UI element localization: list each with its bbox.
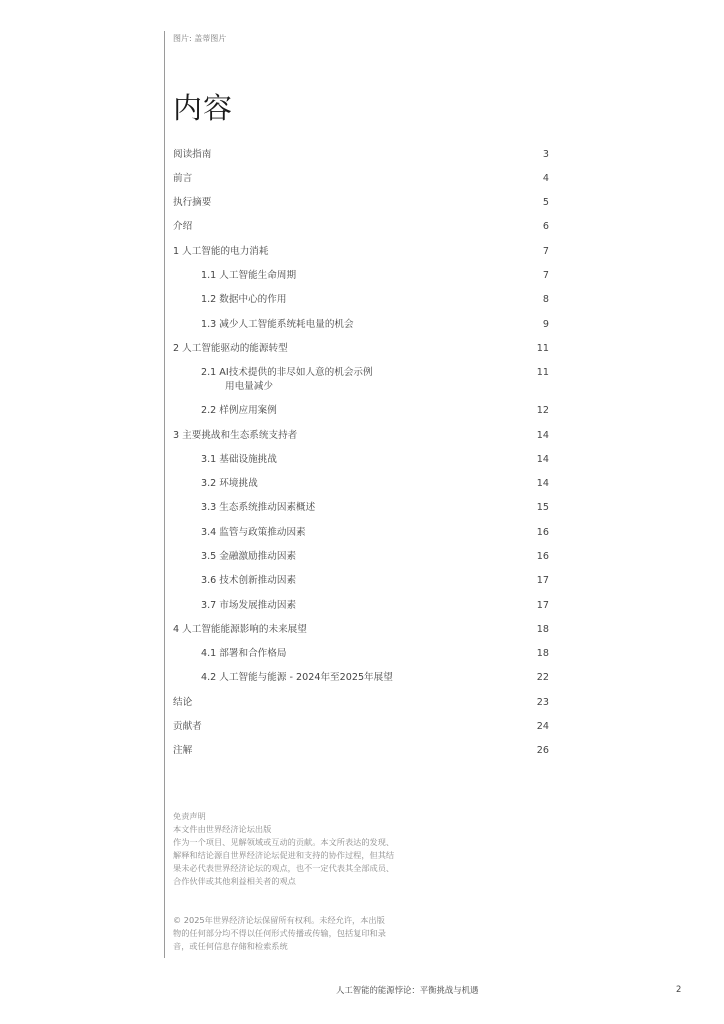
- margin-rule: [164, 31, 165, 958]
- toc-entry-page: 15: [536, 502, 549, 513]
- disclaimer-line: 本文件由世界经济论坛出版: [173, 824, 272, 834]
- toc-entry-page: 3: [542, 149, 549, 160]
- toc-entry-label: 3.7 市场发展推动因素: [201, 600, 297, 611]
- copyright-line: 物的任何部分均不得以任何形式传播或传输，包括复印和录: [173, 928, 386, 938]
- toc-entry-page: 17: [536, 575, 549, 586]
- toc-entry-page: 14: [536, 430, 549, 441]
- toc-entry-label: 4 人工智能能源影响的未来展望: [173, 624, 307, 635]
- toc-entry-label: 3.6 技术创新推动因素: [201, 575, 297, 586]
- toc-entry-page: 22: [536, 672, 549, 683]
- toc-entry-label: 结论: [173, 697, 193, 708]
- toc-entry-label: 执行摘要: [173, 197, 212, 208]
- toc-entry-page: 14: [536, 478, 549, 489]
- disclaimer-line: 果未必代表世界经济论坛的观点，也不一定代表其全部成员、: [173, 863, 395, 873]
- toc-entry-label: 3.3 生态系统推动因素概述: [201, 502, 316, 513]
- toc-entry-page: 14: [536, 454, 549, 465]
- copyright-line: © 2025年世界经济论坛保留所有权利。未经允许，本出版: [173, 915, 385, 925]
- toc-entry-page: 11: [536, 343, 549, 354]
- toc-entry-label: 阅读指南: [173, 149, 212, 160]
- page-title: 内容: [173, 91, 234, 125]
- toc-entry-label: 前言: [173, 173, 193, 184]
- toc-entry-label: 1.3 减少人工智能系统耗电量的机会: [201, 319, 354, 330]
- footer-title: 人工智能的能源悖论：平衡挑战与机遇: [336, 985, 479, 995]
- toc-entry-label: 3.5 金融激励推动因素: [201, 551, 297, 562]
- toc-entry-label: 4.2 人工智能与能源 - 2024年至2025年展望: [201, 672, 393, 683]
- disclaimer: [173, 810, 433, 888]
- disclaimer-line: 解释和结论源自世界经济论坛促进和支持的协作过程，但其结: [173, 850, 395, 860]
- toc-entry-page: 18: [536, 624, 549, 635]
- toc-entry-page: 7: [542, 246, 549, 257]
- toc-entry-label: 1 人工智能的电力消耗: [173, 246, 269, 257]
- toc-entry-label: 3.1 基础设施挑战: [201, 454, 277, 465]
- toc-entry-page: 17: [536, 600, 549, 611]
- toc-entry-page: 16: [536, 551, 549, 562]
- toc-entry-page: 18: [536, 648, 549, 659]
- toc-entry-page: 5: [542, 197, 549, 208]
- toc-entry-page: 4: [542, 173, 549, 184]
- toc-entry-label: 3.2 环境挑战: [201, 478, 258, 489]
- toc-entry-label: 3 主要挑战和生态系统支持者: [173, 430, 298, 441]
- image-credit: 图片: 盖蒂图片: [173, 34, 227, 43]
- toc-entry-label: 介绍: [173, 221, 193, 232]
- toc-entry-label-continued: 用电量减少: [225, 381, 273, 392]
- toc-entry-label: 1.1 人工智能生命周期: [201, 270, 297, 281]
- toc-entry-label: 3.4 监管与政策推动因素: [201, 527, 306, 538]
- toc-entry-page: 7: [542, 270, 549, 281]
- copyright-line: 音，或任何信息存储和检索系统: [173, 941, 288, 951]
- copyright-notice: [173, 914, 433, 953]
- toc-entry-page: 8: [542, 294, 549, 305]
- disclaimer-line: 合作伙伴或其他利益相关者的观点: [173, 876, 296, 886]
- toc-entry-label: 1.2 数据中心的作用: [201, 294, 287, 305]
- disclaimer-heading: 免责声明: [173, 811, 206, 821]
- footer-page-number: 2: [676, 984, 682, 994]
- toc-entry-page: 11: [536, 367, 549, 378]
- toc-entry-page: 6: [542, 221, 549, 232]
- toc-entry-label: 注解: [173, 745, 193, 756]
- toc-entry-label: 2.2 样例应用案例: [201, 405, 277, 416]
- toc-entry-page: 9: [542, 319, 549, 330]
- disclaimer-line: 作为一个项目、见解领域或互动的贡献。本文所表达的发现、: [173, 837, 395, 847]
- toc-entry-label: 2 人工智能驱动的能源转型: [173, 343, 288, 354]
- toc-entry-page: 12: [536, 405, 549, 416]
- toc-entry-page: 24: [536, 721, 549, 732]
- toc-entry-label: 2.1 AI技术提供的非尽如人意的机会示例: [201, 367, 373, 378]
- toc-entry-label: 贡献者: [173, 721, 202, 732]
- toc-entry-page: 26: [536, 745, 549, 756]
- toc-entry-page: 16: [536, 527, 549, 538]
- toc-entry-label: 4.1 部署和合作格局: [201, 648, 287, 659]
- toc-entry-page: 23: [536, 697, 549, 708]
